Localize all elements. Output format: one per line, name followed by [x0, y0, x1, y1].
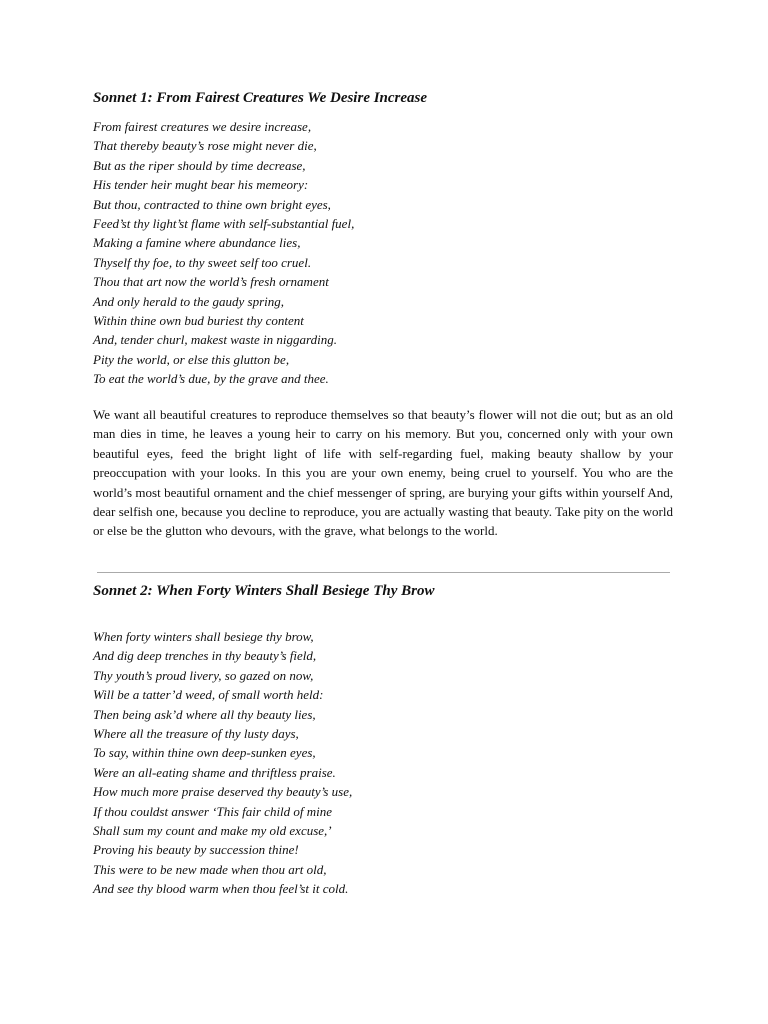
verse-line: Feed’st thy light’st flame with self-substantial fuel, — [93, 216, 355, 232]
sonnet-2-title: Sonnet 2: When Forty Winters Shall Besiege Thy Brow — [93, 583, 435, 599]
verse-line: Making a famine where abundance lies, — [93, 235, 301, 251]
verse-line: To eat the world’s due, by the grave and thee. — [93, 371, 329, 387]
sonnet-1-verse — [93, 117, 693, 389]
verse-line: This were to be new made when thou art old, — [93, 861, 327, 877]
verse-line: To say, within thine own deep-sunken eyes, — [93, 745, 316, 761]
verse-line: When forty winters shall besiege thy brow, — [93, 629, 314, 644]
verse-line: His tender heir mught bear his memeory: — [93, 177, 309, 193]
verse-line: That thereby beauty’s rose might never die, — [93, 138, 317, 154]
section-divider — [97, 572, 670, 573]
verse-line: Thyself thy foe, to thy sweet self too cruel. — [93, 254, 312, 270]
verse-line: Pity the world, or else this glutton be, — [93, 351, 290, 367]
verse-line: If thou couldst answer ‘This fair child of mine — [93, 803, 333, 819]
verse-line: And dig deep trenches in thy beauty’s field, — [93, 648, 317, 664]
verse-line: Were an all-eating shame and thriftless praise. — [93, 764, 336, 780]
sonnet-2-verse — [93, 627, 693, 899]
verse-line: But thou, contracted to thine own bright eyes, — [93, 196, 331, 212]
verse-line: But as the riper should by time decrease, — [93, 157, 306, 173]
verse-line: Thou that art now the world’s fresh ornament — [93, 274, 329, 290]
verse-line: How much more praise deserved thy beauty’s use, — [93, 784, 353, 800]
verse-line: Then being ask’d where all thy beauty lies, — [93, 706, 316, 722]
verse-line: Where all the treasure of thy lusty days, — [93, 726, 299, 742]
verse-line: And only herald to the gaudy spring, — [93, 293, 285, 309]
verse-line: Thy youth’s proud livery, so gazed on now, — [93, 667, 314, 683]
verse-line: And, tender churl, makest waste in niggarding. — [93, 332, 337, 348]
verse-line: Proving his beauty by succession thine! — [93, 842, 299, 858]
verse-line: From fairest creatures we desire increase, — [93, 119, 312, 134]
verse-line: Within thine own bud buriest thy content — [93, 313, 304, 329]
verse-line: Will be a tatter’d weed, of small worth held: — [93, 687, 324, 703]
sonnet-1-paraphrase: We want all beautiful creatures to reproduce themselves so that beauty’s flower will not die out; but as an old man dies in time, he leaves a young heir to carry on his memory. But you, concerned only with your own beautiful eyes, feed the bright light of life with self-regarding fuel, making beauty shallow by your preoccupation with your looks. In this you are your own enemy, being cruel to yourself. You who are the world’s most beautiful ornament and the chief messenger of spring, are burying your gifts within yourself And, dear selfish one, because you decline to reproduce, you are actually wasting that beauty. Take pity on the world or else be the glutton who devours, with the grave, what belongs to the world. — [93, 407, 673, 539]
sonnet-1-title: Sonnet 1: From Fairest Creatures We Desire Increase — [93, 90, 428, 106]
verse-line: Shall sum my count and make my old excuse,’ — [93, 823, 332, 839]
verse-line: And see thy blood warm when thou feel’st it cold. — [93, 881, 349, 897]
